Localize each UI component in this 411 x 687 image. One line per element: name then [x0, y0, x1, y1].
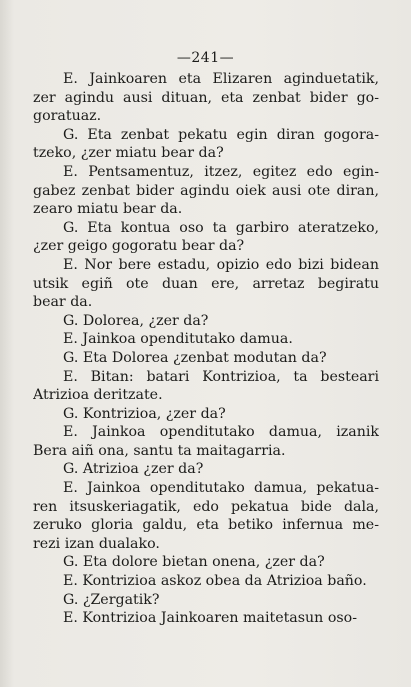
text-line: zer agindu ausi dituan, eta zenbat bider go-	[33, 89, 379, 106]
text-line: G. Dolorea, ¿zer da?	[63, 312, 209, 329]
text-line: tzeko, ¿zer miatu bear da?	[33, 145, 224, 162]
page-number: —241—	[176, 50, 235, 66]
text-line: bear da.	[33, 294, 93, 311]
text-line: rezi izan dualako.	[33, 535, 160, 552]
text-line: Bera aiñ ona, santu ta maitagarria.	[33, 442, 286, 459]
text-line: goratuaz.	[33, 108, 102, 125]
text-line: E. Jainkoa openditutako damua, pekatua-	[63, 480, 379, 497]
text-line: E. Pentsamentuz, itzez, egitez edo egin-	[63, 163, 379, 180]
text-line: zearo miatu bear da.	[33, 201, 183, 218]
text-line: ¿zer geigo gogoratu bear da?	[33, 238, 245, 255]
text-line: G. Kontrizioa, ¿zer da?	[63, 405, 226, 422]
text-line: E. Jainkoaren eta Elizaren aginduetatik,	[63, 71, 379, 87]
text-line: E. Nor bere estadu, opizio edo bizi bidean	[63, 256, 379, 273]
text-line: gabez zenbat bider agindu oiek ausi ote diran,	[33, 182, 379, 199]
text-line: G. Eta zenbat pekatu egin diran gogora-	[63, 126, 379, 143]
text-line: E. Bitan: batari Kontrizioa, ta besteari	[63, 368, 379, 385]
text-line: G. Atrizioa ¿zer da?	[63, 461, 204, 478]
text-line: E. Jainkoa openditutako damua, izanik	[63, 424, 379, 441]
text-line: G. Eta kontua oso ta garbiro ateratzeko,	[63, 219, 379, 236]
text-line: E. Jainkoa openditutako damua.	[63, 331, 293, 348]
text-line: ren itsuskeriagatik, edo pekatua bide dala,	[33, 498, 379, 515]
text-line: G. Eta Dolorea ¿zenbat modutan da?	[63, 349, 327, 366]
page-text	[33, 70, 379, 628]
text-line: E. Kontrizioa askoz obea da Atrizioa baño.	[63, 573, 367, 590]
text-line: Atrizioa deritzate.	[33, 387, 163, 404]
text-line: zeruko gloria galdu, eta betiko infernua me-	[33, 517, 379, 534]
text-line: E. Kontrizioa Jainkoaren maitetasun oso-	[63, 610, 357, 627]
text-line: G. Eta dolore bietan onena, ¿zer da?	[63, 554, 325, 571]
text-line: utsik egiñ ote duan ere, arretaz begiratu	[33, 275, 379, 292]
text-line: G. ¿Zergatik?	[63, 591, 160, 608]
